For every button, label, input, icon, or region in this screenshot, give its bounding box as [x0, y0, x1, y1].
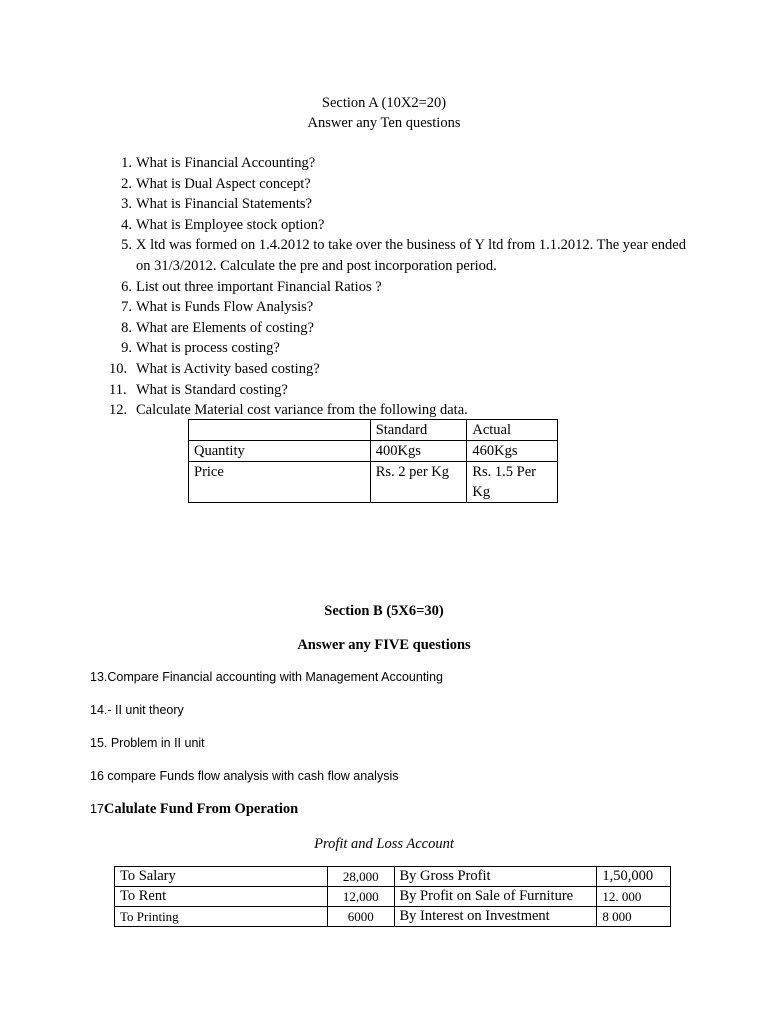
table-row — [115, 867, 671, 887]
table-cell: Rs. 2 per Kg — [370, 462, 467, 503]
question-text: X ltd was formed on 1.4.2012 to take over the business of Y ltd from 1.1.2012. The year ended on 31/3/2012. Calculate the pre and post incorporation period. — [136, 237, 686, 274]
variance-data-table — [188, 419, 558, 503]
section-b-title: Section B (5X6=30) — [324, 603, 444, 619]
table-cell: 1,50,000 — [597, 867, 671, 887]
question-13: 13.Compare Financial accounting with Management Accounting — [90, 670, 443, 684]
question-item — [110, 297, 690, 318]
table-header-cell — [189, 420, 371, 441]
profit-loss-title: Profit and Loss Account — [314, 836, 454, 852]
question-item — [110, 380, 690, 401]
table-cell: 400Kgs — [370, 441, 467, 462]
question-item — [110, 400, 690, 421]
table-cell: By Gross Profit — [394, 867, 597, 887]
question-number: 11. — [109, 381, 127, 398]
question-number: 12. — [109, 402, 128, 419]
question-number: 4. — [121, 216, 132, 233]
question-item — [110, 318, 690, 339]
table-row — [115, 907, 671, 927]
table-row — [189, 441, 558, 462]
question-text: What is Dual Aspect concept? — [136, 175, 311, 192]
question-17-number: 17 — [90, 802, 104, 816]
question-17 — [90, 799, 298, 819]
table-header-cell: Standard — [370, 420, 467, 441]
question-item — [110, 235, 690, 276]
table-row — [189, 462, 558, 503]
table-cell: 8 000 — [597, 907, 671, 927]
table-row — [115, 887, 671, 907]
section-a-question-list — [110, 153, 690, 421]
question-number: 6. — [121, 278, 132, 295]
question-number: 1. — [121, 155, 132, 171]
table-cell: To Printing — [115, 907, 328, 927]
question-item — [110, 359, 690, 380]
table-cell: 460Kgs — [467, 441, 558, 462]
question-15: 15. Problem in II unit — [90, 736, 205, 750]
question-16: 16 compare Funds flow analysis with cash flow analysis — [90, 769, 399, 783]
table-header-cell: Actual — [467, 420, 558, 441]
question-item — [110, 153, 690, 174]
table-cell: Rs. 1.5 Per Kg — [467, 462, 558, 503]
table-cell: 12. 000 — [597, 887, 671, 907]
question-text: What is Standard costing? — [136, 381, 288, 398]
section-a-title: Section A (10X2=20) — [321, 95, 447, 111]
question-text: What is process costing? — [136, 340, 280, 357]
question-item — [110, 194, 690, 215]
question-text: What is Activity based costing? — [136, 360, 320, 377]
question-number: 2. — [121, 175, 132, 192]
question-item — [110, 277, 690, 298]
question-17-text: Calulate Fund From Operation — [103, 801, 299, 817]
table-cell: To Salary — [115, 867, 328, 887]
question-number: 10. — [109, 360, 128, 377]
question-text: What are Elements of costing? — [136, 319, 314, 336]
question-text: List out three important Financial Ratios ? — [136, 278, 382, 295]
question-item — [110, 338, 690, 359]
table-cell: By Interest on Investment — [394, 907, 597, 927]
section-b-subtitle: Answer any FIVE questions — [297, 637, 471, 653]
question-item — [110, 215, 690, 236]
question-text: What is Employee stock option? — [136, 216, 325, 233]
profit-loss-table — [114, 866, 671, 927]
table-cell: By Profit on Sale of Furniture — [394, 887, 597, 907]
question-number: 7. — [121, 299, 132, 316]
table-cell: 12,000 — [327, 887, 394, 907]
section-a-subtitle: Answer any Ten questions — [307, 115, 461, 131]
question-number: 3. — [121, 196, 132, 213]
question-text: What is Financial Accounting? — [136, 155, 316, 171]
table-cell: Price — [189, 462, 371, 503]
question-number: 9. — [121, 340, 132, 357]
question-text: Calculate Material cost variance from the following data. — [136, 402, 468, 419]
table-cell: Quantity — [189, 441, 371, 462]
question-item — [110, 174, 690, 195]
table-cell: 6000 — [327, 907, 394, 927]
question-14: 14.- II unit theory — [90, 703, 184, 717]
question-number: 8. — [121, 319, 132, 336]
question-number: 5. — [121, 237, 132, 254]
question-text: What is Financial Statements? — [136, 196, 312, 213]
table-cell: 28,000 — [327, 867, 394, 887]
question-text: What is Funds Flow Analysis? — [136, 299, 314, 316]
table-header-row — [189, 420, 558, 441]
table-cell: To Rent — [115, 887, 328, 907]
